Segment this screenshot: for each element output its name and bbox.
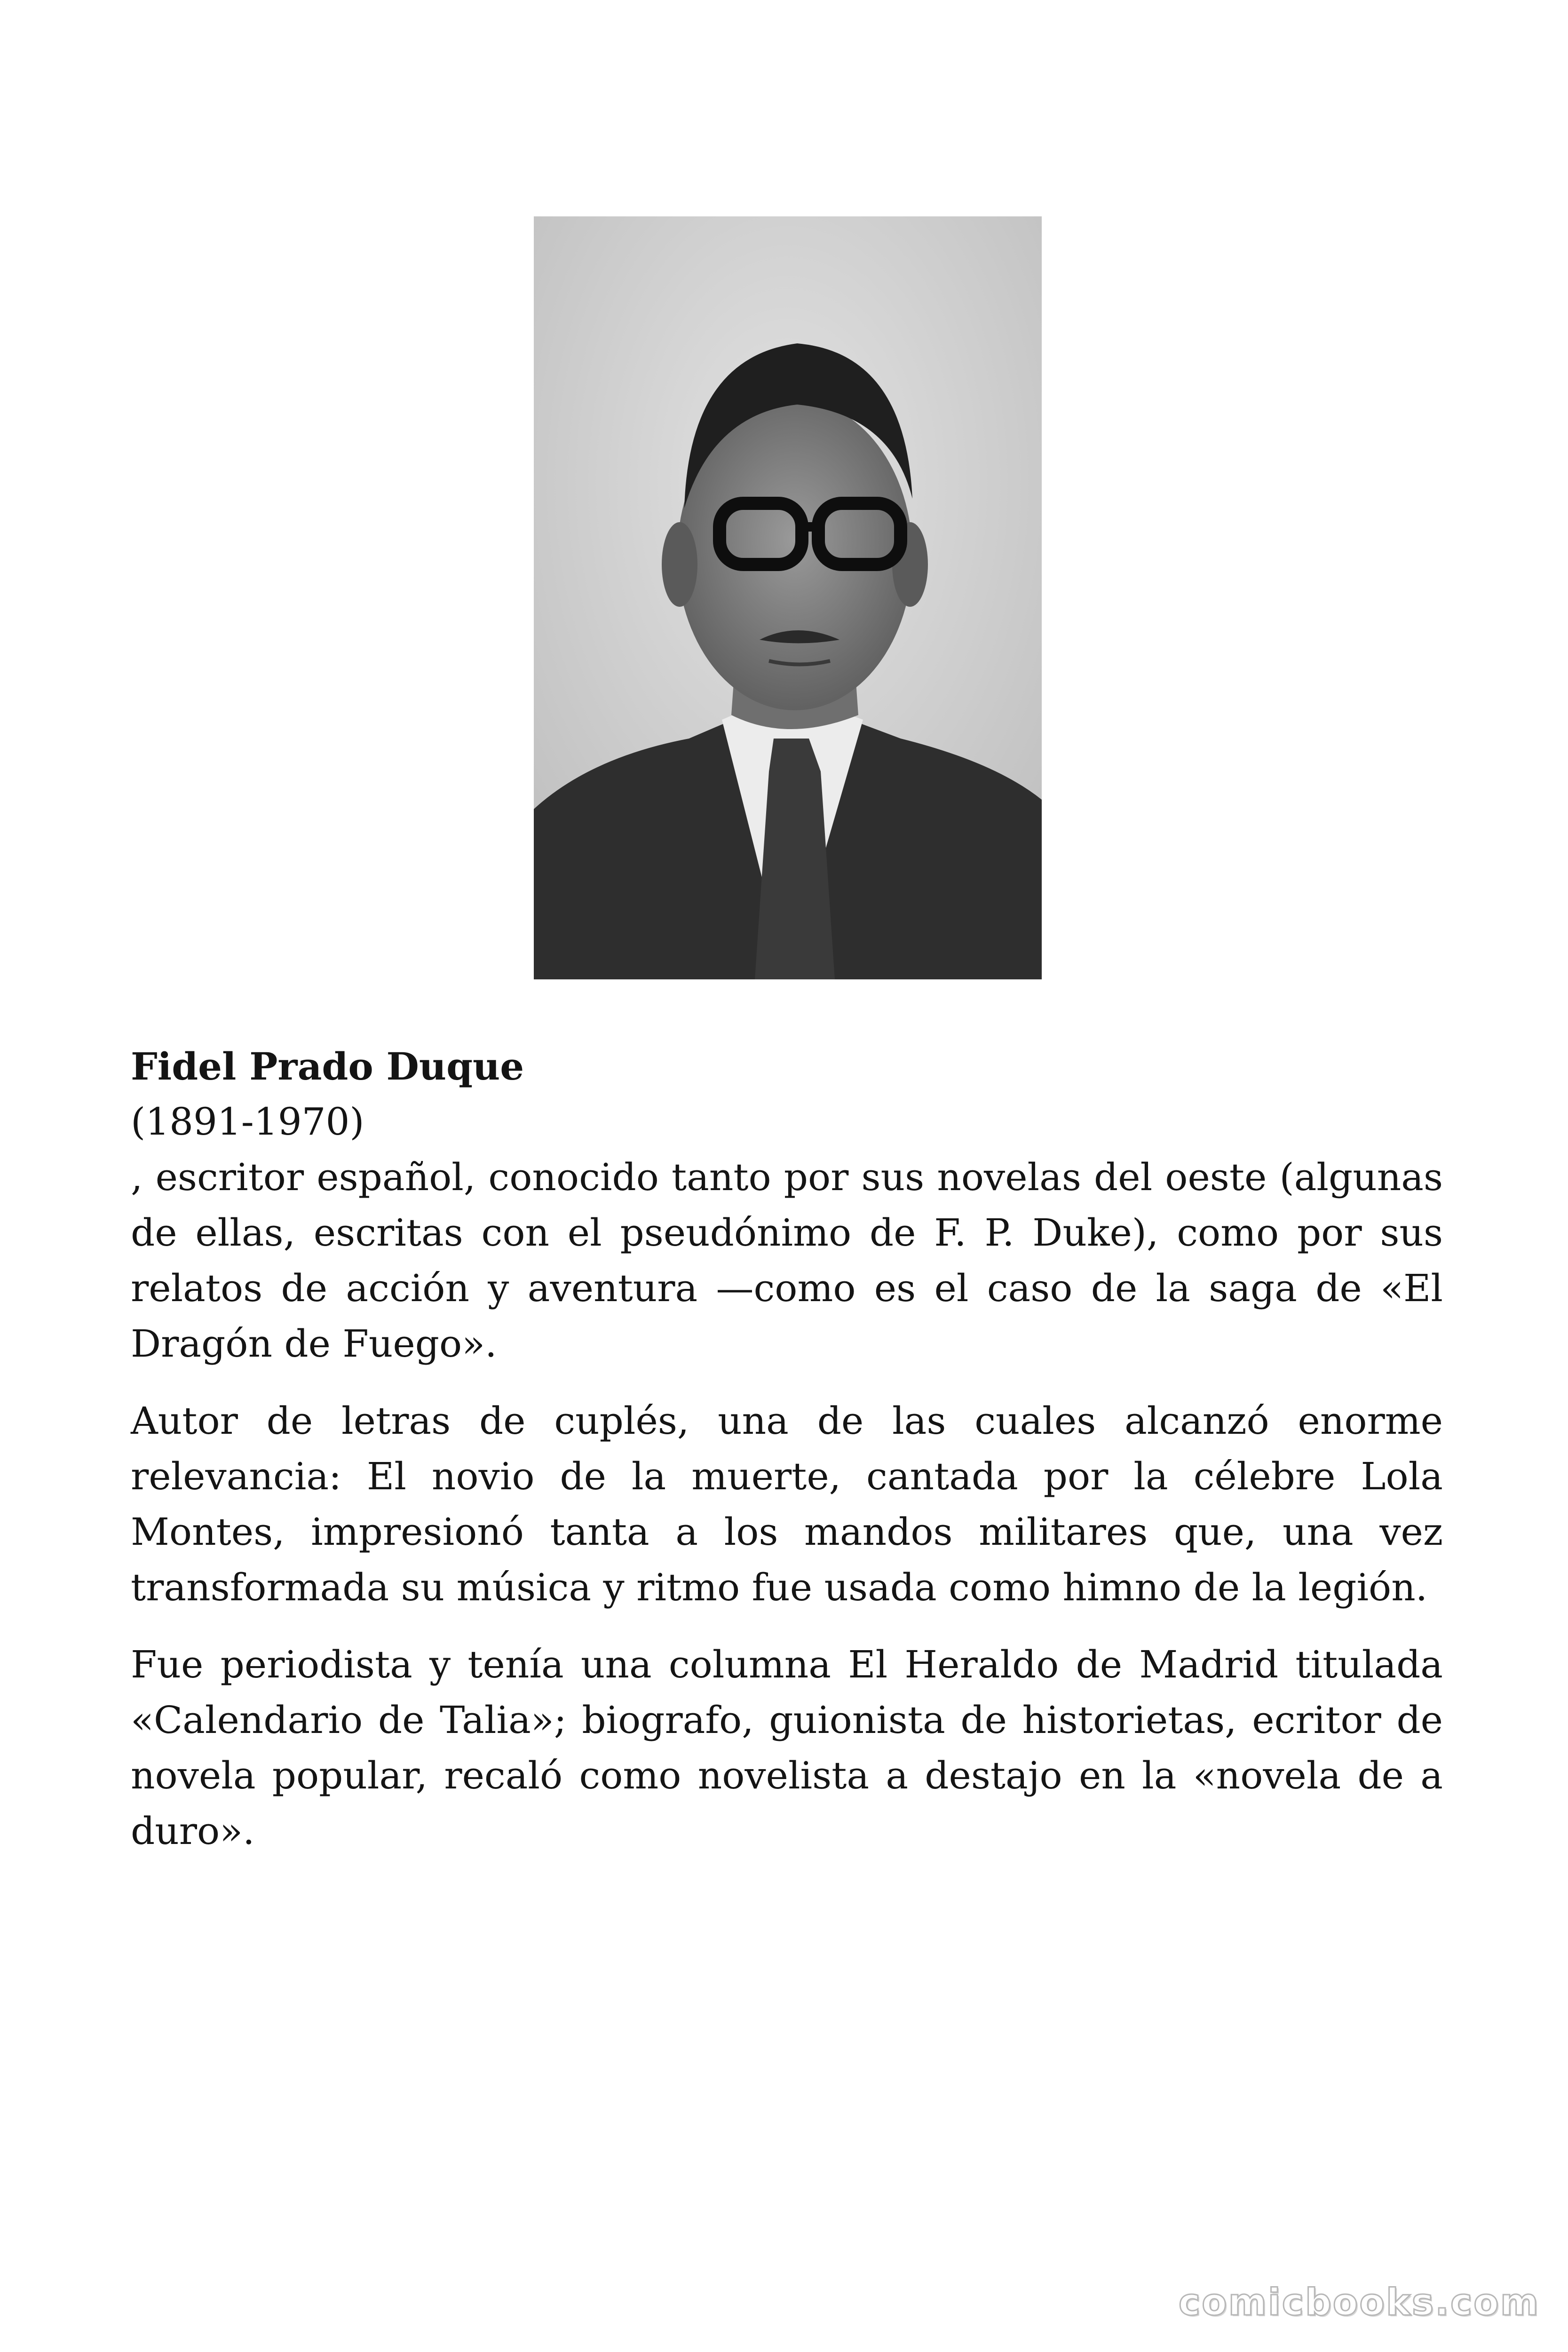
bio-paragraph: Fue periodista y tenía una columna El Heraldo de Madrid titulada «Calendario de Talia»; biografo, guionista de historietas, ecritor de novela popular, recaló como novelista a destajo en la «novela de a duro». — [131, 1643, 1443, 1853]
author-name: Fidel Prado Duque — [131, 1044, 524, 1089]
author-bio — [131, 1039, 1443, 1881]
bio-paragraph: , escritor español, conocido tanto por sus novelas del oeste (algunas de ellas, escritas con el pseudónimo de F. P. Duke), como por sus relatos de acción y aventura —como es el caso de la saga de «El Dragón de Fuego». — [131, 1155, 1443, 1366]
author-portrait — [534, 216, 1042, 979]
author-dates: (1891-1970) — [131, 1100, 364, 1144]
portrait-image — [534, 216, 1042, 979]
bio-paragraph: Autor de letras de cuplés, una de las cuales alcanzó enorme relevancia: El novio de la muerte, cantada por la célebre Lola Montes, impresionó tanta a los mandos militares que, una vez transformada su música y ritmo fue usada como himno de la legión. — [131, 1399, 1443, 1609]
watermark: comicbooks.com — [1178, 2281, 1540, 2324]
